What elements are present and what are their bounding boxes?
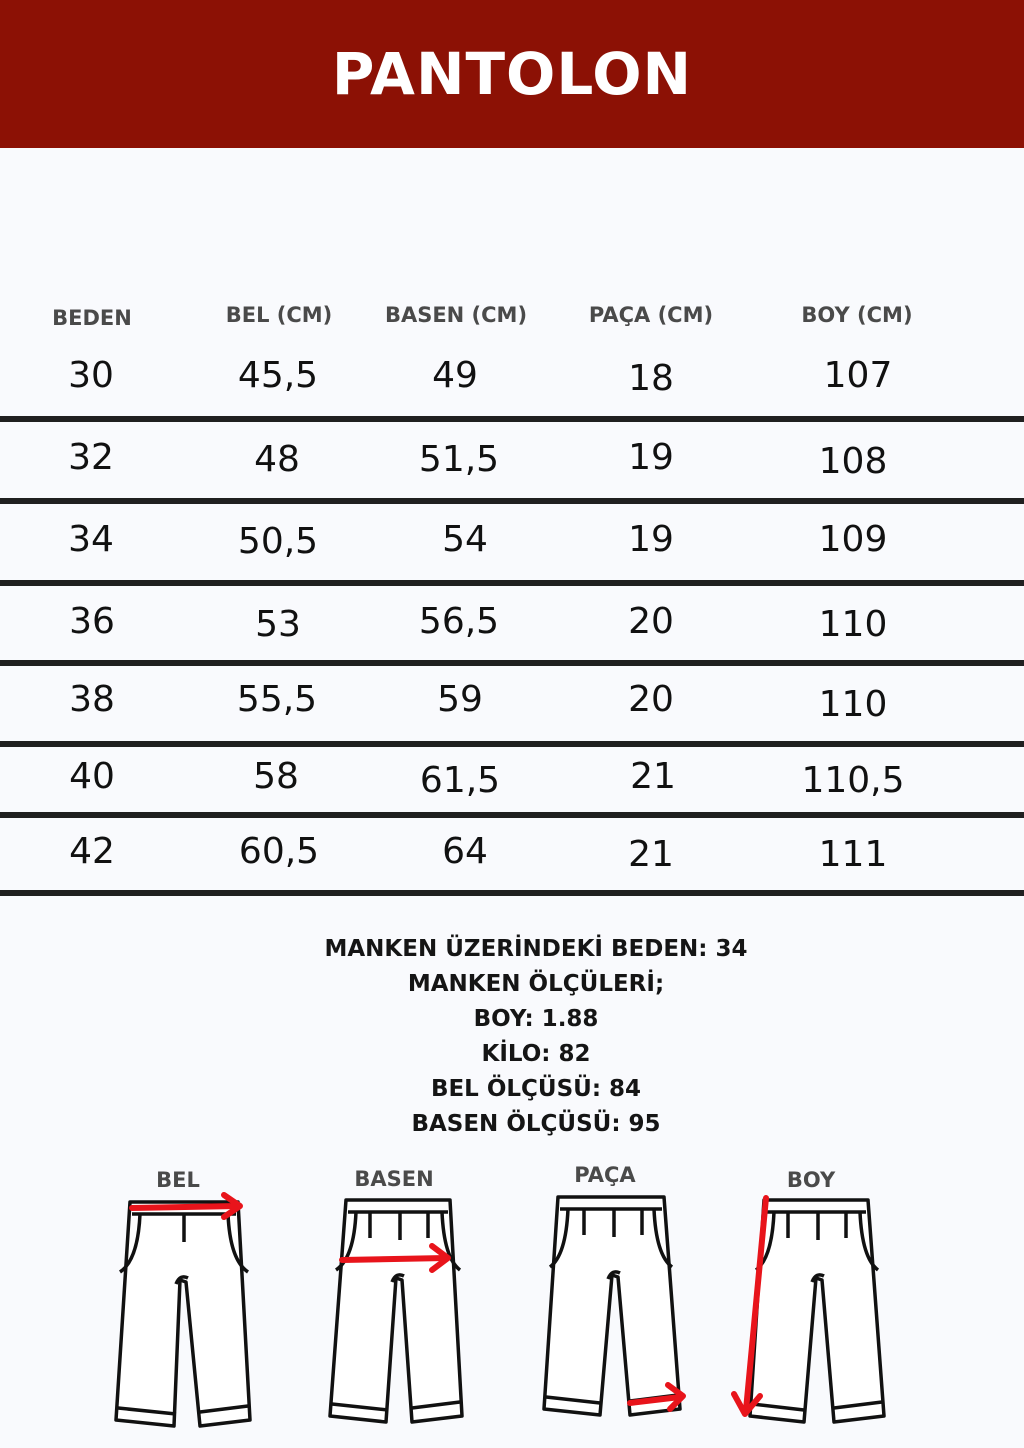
cell-bel: 50,5 (237, 521, 319, 562)
cell-basen: 56,5 (418, 601, 500, 642)
cell-bel: 58 (253, 756, 299, 797)
cell-basen: 61,5 (419, 760, 501, 801)
diagram-label-paca: PAÇA (574, 1163, 636, 1187)
cell-bel: 45,5 (237, 355, 319, 396)
cell-beden: 34 (68, 519, 114, 560)
header-paca: PAÇA (CM) (588, 303, 714, 327)
pants-hip-icon (316, 1190, 486, 1435)
diagram-label-boy: BOY (786, 1168, 836, 1192)
cell-paca: 19 (628, 437, 674, 478)
cell-beden: 30 (68, 355, 114, 396)
cell-bel: 55,5 (236, 679, 318, 720)
cell-boy: 111 (818, 834, 888, 875)
table-row (0, 756, 1024, 836)
title-banner (0, 0, 1024, 148)
table-row (0, 519, 1024, 599)
pants-waist-icon (100, 1190, 270, 1435)
mannequin-hip: BASEN ÖLÇÜSÜ: 95 (411, 1111, 661, 1137)
mannequin-height: BOY: 1.88 (473, 1006, 599, 1032)
diagram-label-bel: BEL (156, 1168, 200, 1192)
cell-basen: 54 (442, 519, 488, 560)
table-row (0, 831, 1024, 911)
cell-paca: 21 (630, 756, 676, 797)
row-divider (0, 498, 1024, 504)
row-divider (0, 416, 1024, 422)
cell-boy: 110 (818, 604, 888, 645)
mannequin-waist: BEL ÖLÇÜSÜ: 84 (430, 1076, 642, 1102)
header-basen: BASEN (CM) (384, 303, 528, 327)
cell-beden: 36 (69, 601, 115, 642)
row-divider (0, 812, 1024, 818)
cell-bel: 53 (255, 604, 301, 645)
cell-boy: 110 (818, 684, 888, 725)
cell-paca: 20 (628, 601, 674, 642)
pants-hem-icon (530, 1185, 700, 1430)
mannequin-info (0, 932, 1024, 1142)
cell-boy: 108 (818, 441, 888, 482)
header-bel: BEL (CM) (225, 303, 333, 327)
cell-bel: 60,5 (238, 831, 320, 872)
table-row (0, 601, 1024, 681)
cell-boy: 110,5 (801, 760, 905, 801)
row-divider (0, 890, 1024, 896)
mannequin-weight: KİLO: 82 (481, 1041, 591, 1067)
pants-length-icon (726, 1190, 896, 1435)
row-divider (0, 580, 1024, 586)
diagram-label-basen: BASEN (354, 1167, 434, 1191)
cell-basen: 64 (442, 831, 488, 872)
mannequin-heading: MANKEN ÖLÇÜLERİ; (407, 971, 665, 997)
cell-basen: 49 (432, 355, 478, 396)
cell-paca: 19 (628, 519, 674, 560)
cell-beden: 38 (69, 679, 115, 720)
table-row (0, 437, 1024, 517)
page-title: PANTOLON (331, 40, 693, 108)
cell-basen: 59 (437, 679, 483, 720)
cell-basen: 51,5 (418, 439, 500, 480)
cell-beden: 32 (68, 437, 114, 478)
cell-bel: 48 (254, 439, 300, 480)
cell-boy: 107 (823, 355, 893, 396)
header-beden: BEDEN (52, 306, 132, 330)
cell-paca: 20 (628, 679, 674, 720)
row-divider (0, 741, 1024, 747)
row-divider (0, 660, 1024, 666)
table-row (0, 355, 1024, 435)
mannequin-size: MANKEN ÜZERİNDEKİ BEDEN: 34 (324, 936, 748, 962)
cell-paca: 21 (628, 834, 674, 875)
header-boy: BOY (CM) (801, 303, 913, 327)
cell-beden: 40 (69, 756, 115, 797)
cell-boy: 109 (818, 519, 888, 560)
table-row (0, 679, 1024, 759)
cell-beden: 42 (69, 831, 115, 872)
cell-paca: 18 (628, 358, 674, 399)
